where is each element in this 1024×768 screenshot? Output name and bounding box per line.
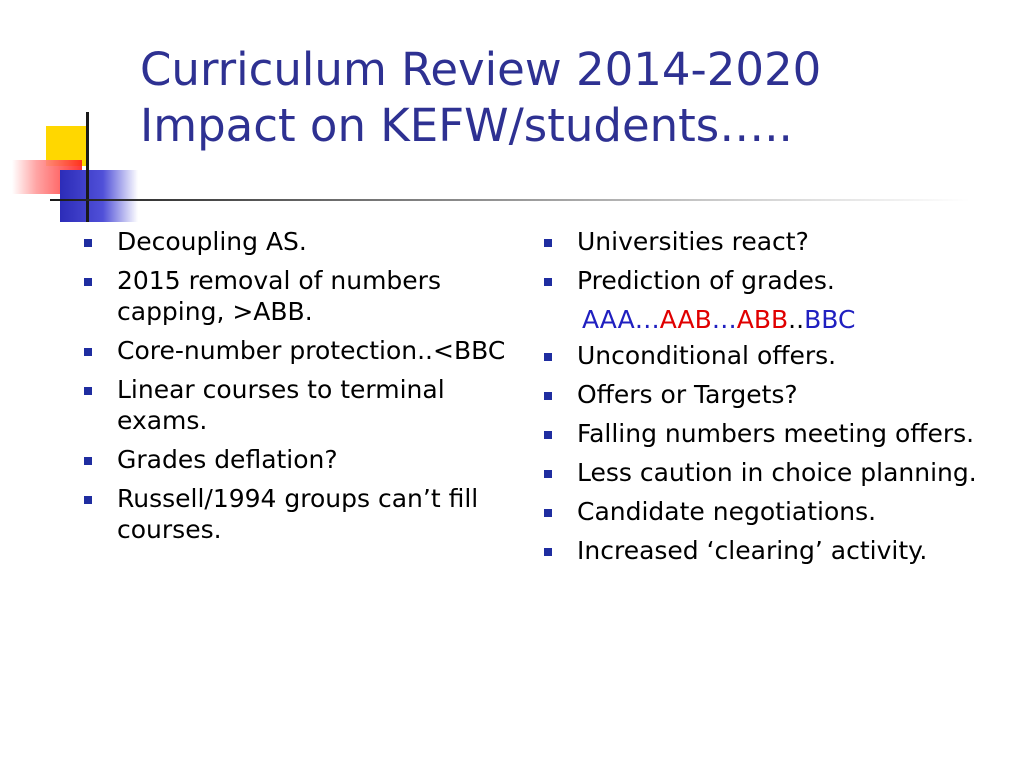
- decor-blue-square: [60, 170, 138, 222]
- left-bullet-item: Decoupling AS.: [80, 226, 520, 257]
- right-bullet-item: Universities react?: [540, 226, 1010, 257]
- right-bullet-list: [540, 226, 1010, 574]
- decor-vertical-line: [86, 112, 89, 222]
- title-divider-line: [50, 199, 970, 201]
- right-bullet-item: Prediction of grades.: [540, 265, 1010, 296]
- right-bullet-item: Falling numbers meeting offers.: [540, 418, 1010, 449]
- slide-title: [140, 42, 1010, 154]
- grade-separator: …: [711, 305, 737, 334]
- left-bullet-item: Linear courses to terminal exams.: [80, 374, 520, 436]
- right-bullet-item: Candidate negotiations.: [540, 496, 1010, 527]
- grade-bbc: BBC: [804, 305, 856, 334]
- left-bullet-item: Grades deflation?: [80, 444, 520, 475]
- grade-aaa: AAA: [582, 305, 635, 334]
- grade-abb: ABB: [736, 305, 789, 334]
- title-line-1: Curriculum Review 2014-2020: [140, 43, 822, 96]
- right-bullet-item: Unconditional offers.: [540, 340, 1010, 371]
- left-bullet-item: 2015 removal of numbers capping, >ABB.: [80, 265, 520, 327]
- right-bullet-item: Offers or Targets?: [540, 379, 1010, 410]
- left-bullet-item: Russell/1994 groups can’t fill courses.: [80, 483, 520, 545]
- right-bullet-item: Less caution in choice planning.: [540, 457, 1010, 488]
- grade-separator: …: [634, 305, 660, 334]
- left-bullet-list: [80, 226, 520, 553]
- grades-sequence-line: [540, 304, 1010, 335]
- left-bullet-item: Core-number protection..<BBC: [80, 335, 520, 366]
- grade-aab: AAB: [659, 305, 712, 334]
- grade-separator: ..: [788, 305, 805, 334]
- right-bullet-item: Increased ‘clearing’ activity.: [540, 535, 1010, 566]
- title-line-2: Impact on KEFW/students…..: [140, 99, 793, 152]
